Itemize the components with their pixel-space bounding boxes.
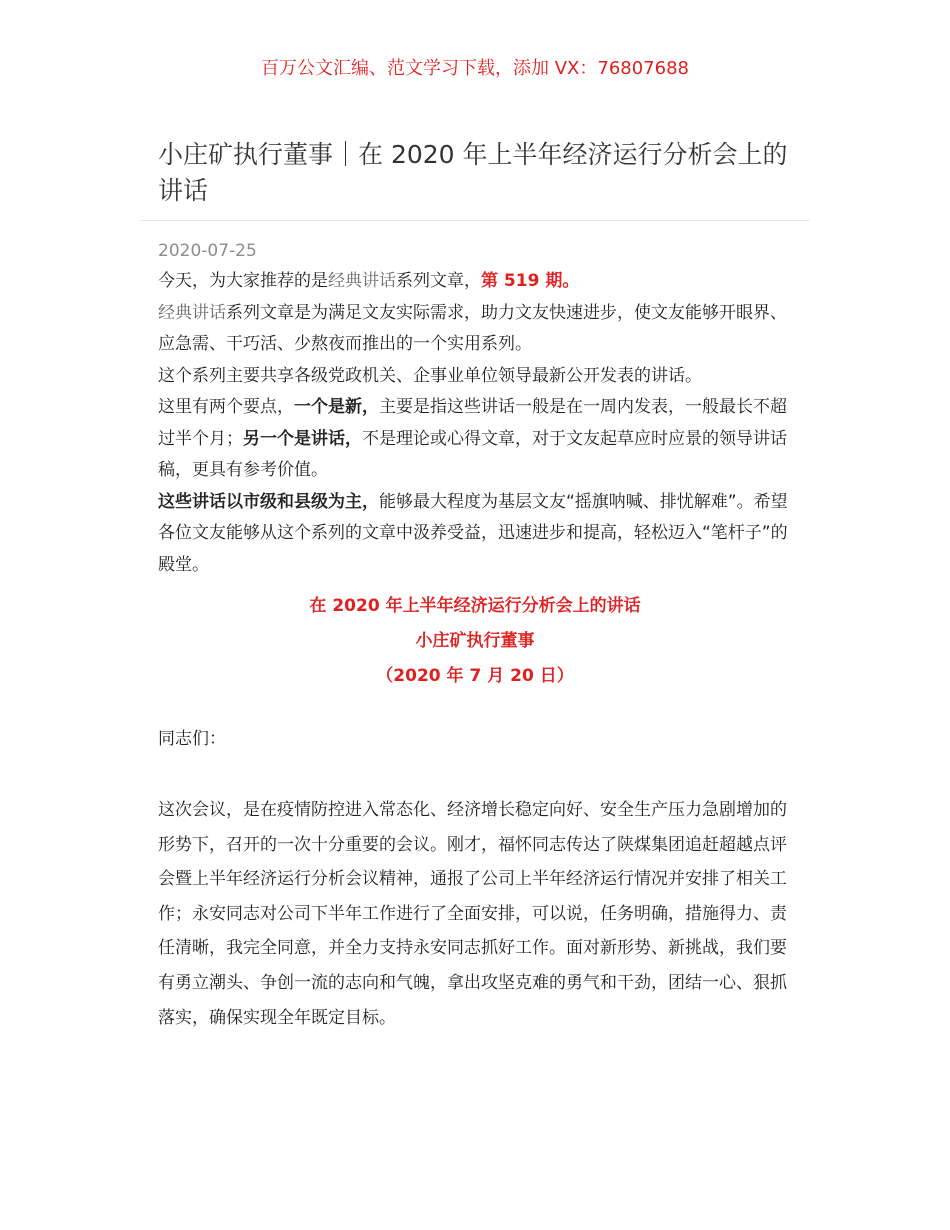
speech-date: （2020 年 7 月 20 日） bbox=[376, 666, 574, 686]
article-title: 小庄矿执行董事｜在 2020 年上半年经济运行分析会上的讲话 bbox=[158, 140, 788, 205]
intro-text: 主要是指这些讲话一般是在一周内发表，一般最长不超过半个月； bbox=[158, 397, 787, 449]
speech-header bbox=[0, 589, 950, 694]
issue-number: 第 519 期。 bbox=[481, 271, 580, 291]
intro-section bbox=[158, 266, 794, 581]
intro-text: 系列文章是为满足文友实际需求，助力文友快速进步，使文友能够开眼界、应急需、干巧活、少熬夜而推出的一个实用系列。 bbox=[158, 302, 787, 354]
intro-paragraph-4 bbox=[158, 392, 794, 487]
intro-text: 能够最大程度为基层文友“摇旗呐喊、排忧解难”。希望各位文友能够从这个系列的文章中汲养受益，迅速进步和提高，轻松迈入“笔杆子”的殿堂。 bbox=[158, 491, 788, 575]
intro-paragraph-1 bbox=[158, 266, 794, 298]
speech-title: 在 2020 年上半年经济运行分析会上的讲话 bbox=[309, 596, 641, 616]
intro-text: 不是理论或心得文章，对于文友起草应时应景的领导讲话稿，更具有参考价值。 bbox=[158, 428, 787, 480]
intro-text: 这里有两个要点， bbox=[158, 397, 294, 417]
intro-paragraph-2 bbox=[158, 298, 794, 361]
series-name: 经典讲话 bbox=[158, 302, 226, 323]
intro-text: 今天，为大家推荐的是 bbox=[158, 271, 328, 291]
key-point-1: 一个是新， bbox=[294, 397, 379, 417]
intro-text: 系列文章， bbox=[396, 271, 481, 291]
intro-paragraph-5 bbox=[158, 487, 794, 582]
key-point-2: 另一个是讲话， bbox=[243, 428, 362, 449]
key-point-3: 这些讲话以市级和县级为主， bbox=[158, 491, 379, 512]
speech-paragraph: 这次会议，是在疫情防控进入常态化、经济增长稳定向好、安全生产压力急剧增加的形势下，召开的一次十分重要的会议。刚才，福怀同志传达了陕煤集团追赶超越点评会暨上半年经济运行分析会议精神，通报了公司上半年经济运行情况并安排了相关工作；永安同志对公司下半年工作进行了全面安排，可以说，任务明确，措施得力、责任清晰，我完全同意，并全力支持永安同志抓好工作。面对新形势、新挑战，我们要有勇立潮头、争创一流的志向和气魄，拿出攻坚克难的勇气和干劲，团结一心、狠抓落实，确保实现全年既定目标。 bbox=[158, 800, 787, 1028]
download-banner: 百万公文汇编、范文学习下载，添加 VX：76807688 bbox=[261, 58, 689, 79]
intro-paragraph-3: 这个系列主要共享各级党政机关、企事业单位领导最新公开发表的讲话。 bbox=[158, 365, 702, 386]
title-divider bbox=[140, 220, 810, 221]
series-name: 经典讲话 bbox=[328, 271, 396, 291]
publish-date: 2020-07-25 bbox=[158, 241, 257, 261]
speech-speaker: 小庄矿执行董事 bbox=[415, 631, 535, 651]
speech-greeting: 同志们： bbox=[158, 729, 226, 749]
